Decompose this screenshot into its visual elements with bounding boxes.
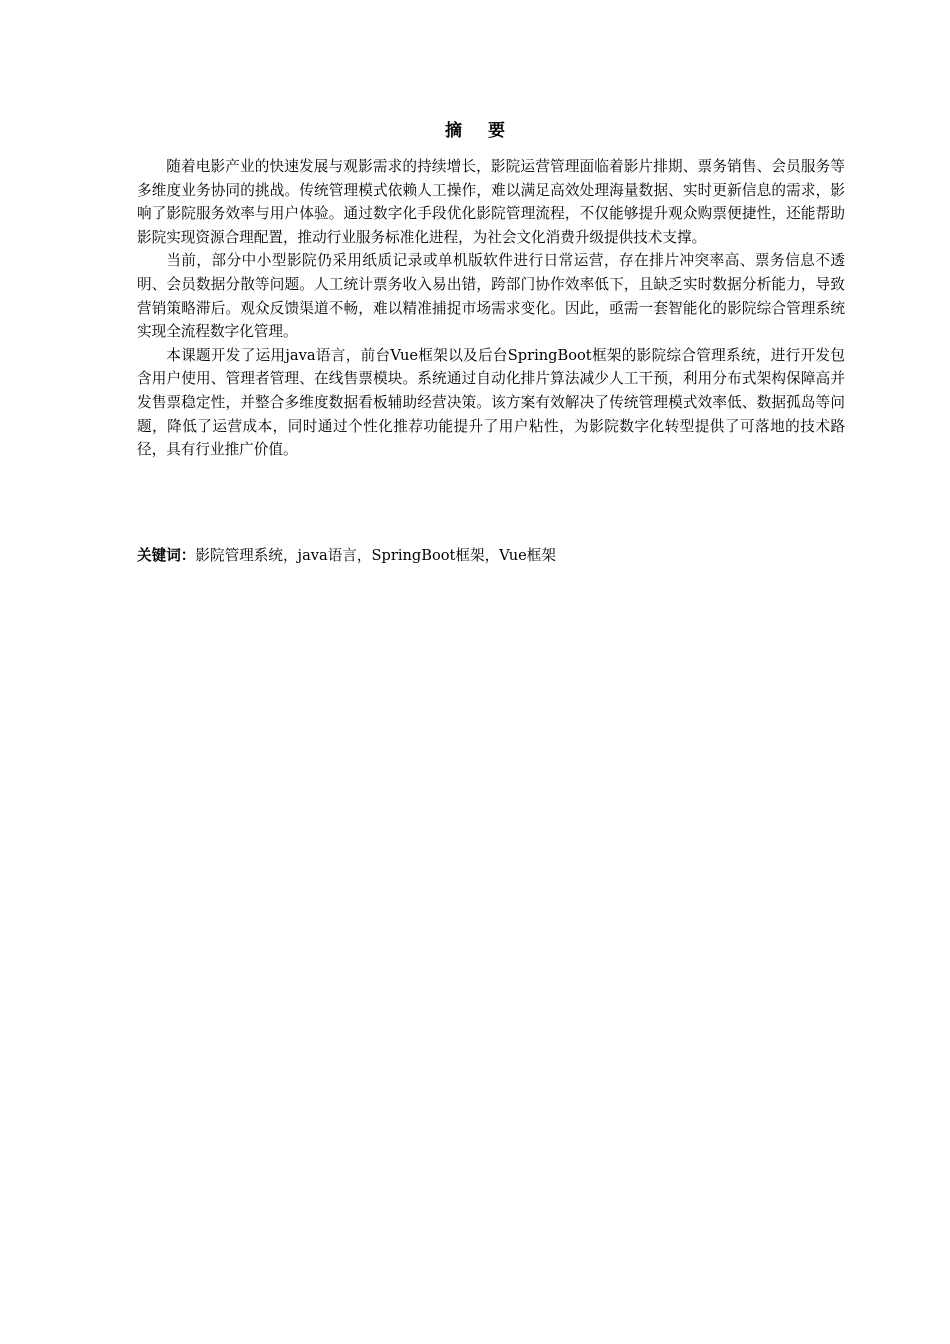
abstract-paragraph-1: 随着电影产业的快速发展与观影需求的持续增长，影院运营管理面临着影片排期、票务销售、会员服务等多维度业务协同的挑战。传统管理模式依赖人工操作，难以满足高效处理海量数据、实时更新信息的需求，影响了影院服务效率与用户体验。通过数字化手段优化影院管理流程，不仅能够提升观众购票便捷性，还能帮助影院实现资源合理配置，推动行业服务标准化进程，为社会文化消费升级提供技术支撑。 [137, 158, 845, 246]
keywords-line [137, 544, 845, 567]
keywords-text: 影院管理系统，java语言，SpringBoot框架，Vue框架 [195, 547, 556, 564]
abstract-title: 摘 要 [445, 121, 515, 141]
keywords-label: 关键词： [137, 547, 196, 564]
abstract-paragraph-2: 当前，部分中小型影院仍采用纸质记录或单机版软件进行日常运营，存在排片冲突率高、票务信息不透明、会员数据分散等问题。人工统计票务收入易出错，跨部门协作效率低下，且缺乏实时数据分析能力，导致营销策略滞后。观众反馈渠道不畅，难以精准捕捉市场需求变化。因此，亟需一套智能化的影院综合管理系统实现全流程数字化管理。 [137, 252, 845, 341]
abstract-paragraph-3: 本课题开发了运用java语言，前台Vue框架以及后台SpringBoot框架的影院综合管理系统，进行开发包含用户使用、管理者管理、在线售票模块。系统通过自动化排片算法减少人工干预，利用分布式架构保障高并发售票稳定性，并整合多维度数据看板辅助经营决策。该方案有效解决了传统管理模式效率低、数据孤岛等问题，降低了运营成本，同时通过个性化推荐功能提升了用户粘性，为影院数字化转型提供了可落地的技术路径，具有行业推广价值。 [137, 346, 845, 459]
abstract-body [137, 155, 845, 462]
